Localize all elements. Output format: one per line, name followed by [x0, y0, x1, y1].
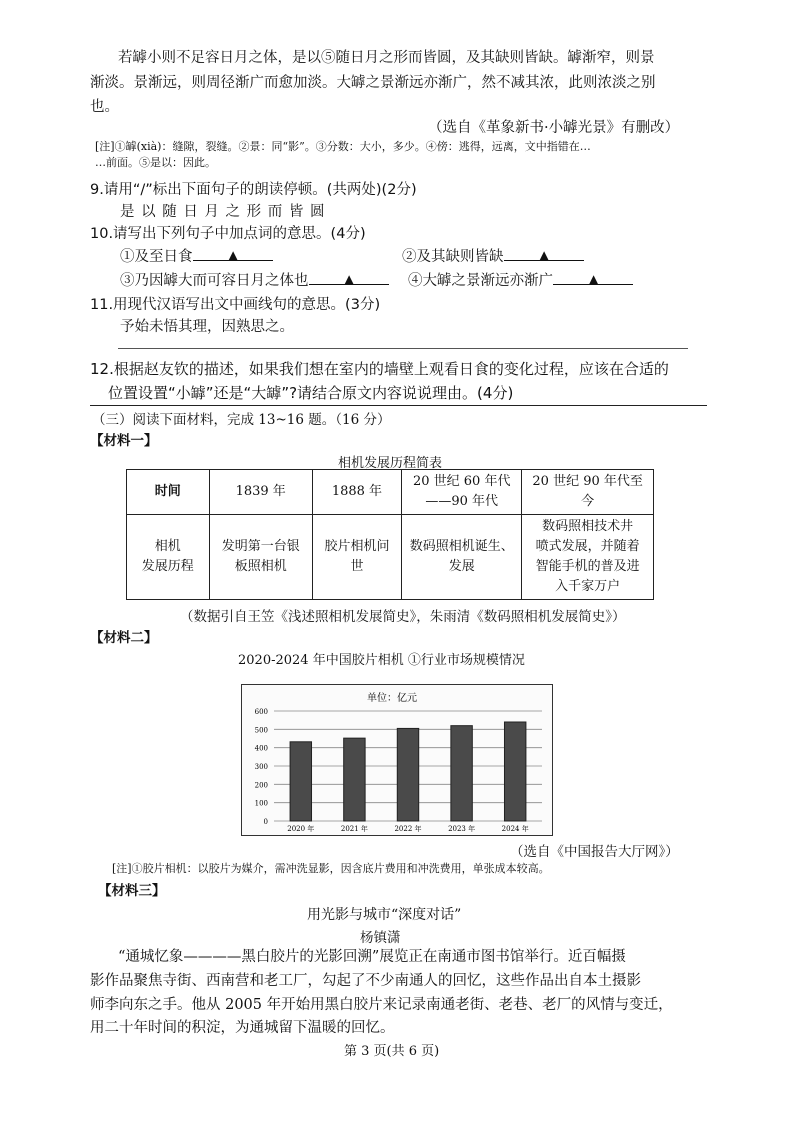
answer-line[interactable] [118, 348, 688, 349]
q10-item-2-text: ②及其缺则皆缺 [402, 249, 504, 265]
question-11-sentence: 予始未悟其理，因熟思之。 [120, 319, 294, 335]
passage-source: （选自《革象新书·小罅光景》有删改） [428, 120, 680, 136]
q10-item-1 [120, 246, 273, 268]
answer-blank-4[interactable] [553, 270, 633, 285]
cell-line: 喷式发展，并随着 [535, 539, 640, 554]
question-11: 11.用现代汉语写出文中画线句的意思。(3分) [90, 297, 381, 313]
passage-line-3: 也。 [90, 99, 119, 115]
chart-bars [290, 722, 526, 821]
page-footer: 第 3 页(共 6 页) [344, 1044, 440, 1059]
table-cell [209, 515, 312, 600]
chart-note: [注]①胶片相机：以胶片为媒介，需冲洗显影，因含底片费用和冲洗费用，单张成本较高。 [112, 862, 550, 875]
section-3-heading: （三）阅读下面材料，完成 13~16 题。（16 分） [92, 412, 391, 428]
article-line-4: 用二十年时间的积淀，为通城留下温暖的回忆。 [90, 1020, 395, 1036]
passage-note-2: …前面。⑤是以：因此。 [95, 156, 216, 169]
cell-line: 数码照相技术井 [542, 519, 634, 534]
x-tick-label: 2023 年 [448, 825, 476, 833]
article-author: 杨镇潇 [360, 930, 401, 946]
article-title: 用光影与城市“深度对话” [307, 907, 462, 923]
article-line-3: 师李向东之手。他从 2005 年开始用黑白胶片来记录南通老街、老巷、老厂的风情与变迁， [90, 997, 673, 1013]
x-tick-label: 2020 年 [287, 825, 315, 833]
answer-blank-2[interactable] [504, 246, 584, 261]
question-12-line-2: 位置设置“小罅”还是“大罅”?请结合原文内容说说理由。(4分) [108, 384, 514, 402]
y-tick-label: 0 [263, 818, 268, 826]
q10-item-3-text: ③乃因罅大而可容日月之体也 [120, 273, 309, 289]
triangle-marker-icon: ▲ [344, 272, 354, 286]
table-cell [402, 470, 522, 515]
question-9: 9.请用“/”标出下面句子的朗读停顿。(共两处)(2分) [90, 182, 417, 198]
answer-blank-3[interactable] [309, 270, 389, 285]
q10-item-2 [402, 246, 584, 268]
table-row [127, 515, 654, 600]
triangle-marker-icon: ▲ [539, 248, 549, 262]
cell-line: 智能手机的普及进 [535, 559, 640, 574]
chart-source: （选自《中国报告大厅网》） [510, 844, 679, 860]
table-cell: 时间 [127, 470, 210, 515]
cell-line: 发明第一台银 [221, 539, 300, 554]
question-9-sentence: 是 以 随 日 月 之 形 而 皆 圆 [120, 204, 326, 220]
y-tick-label: 600 [254, 708, 268, 716]
cell-line: 20 世纪 60 年代 [412, 474, 511, 489]
cell-line: 板照相机 [234, 559, 287, 574]
section-divider [90, 405, 707, 406]
triangle-marker-icon: ▲ [589, 272, 599, 286]
chart-title: 2020-2024 年中国胶片相机 ①行业市场规模情况 [238, 653, 525, 668]
cell-line: 世 [350, 559, 364, 574]
q10-item-1-text: ①及至日食 [120, 249, 193, 265]
table-header-row [127, 470, 654, 515]
cell-line: 发展历程 [141, 559, 194, 574]
q10-item-4-text: ④大罅之景渐远亦渐广 [408, 273, 553, 289]
table-cell: 1888 年 [312, 470, 401, 515]
table-source: （数据引自王笠《浅述照相机发展简史》，朱雨清《数码照相机发展简史》） [180, 609, 626, 625]
question-12-line-1: 12.根据赵友钦的描述，如果我们想在室内的墙壁上观看日食的变化过程，应该在合适的 [90, 360, 669, 378]
bar [397, 728, 418, 821]
triangle-marker-icon: ▲ [228, 248, 238, 262]
x-tick-label: 2022 年 [394, 825, 422, 833]
answer-blank-1[interactable] [193, 246, 273, 261]
table-cell [522, 470, 654, 515]
bar [451, 726, 472, 821]
cell-line: 数码照相机诞生、 [409, 539, 514, 554]
y-tick-label: 500 [254, 726, 268, 735]
y-tick-label: 300 [254, 763, 268, 771]
x-tick-label: 2021 年 [340, 825, 368, 833]
x-tick-label: 2024 年 [501, 825, 529, 833]
cell-line: 相机 [154, 539, 181, 554]
market-size-chart [241, 684, 553, 836]
material-2-label: 【材料二】 [90, 630, 158, 646]
bar [344, 738, 365, 821]
question-10: 10.请写出下列句子中加点词的意思。(4分) [90, 226, 366, 242]
material-1-label: 【材料一】 [90, 433, 158, 449]
table-title: 相机发展历程简表 [338, 456, 443, 471]
camera-history-table [126, 469, 654, 600]
table-cell: 1839 年 [209, 470, 312, 515]
q10-item-3 [120, 270, 389, 292]
q10-item-4 [408, 270, 633, 292]
article-line-1: “通城忆象————黑白胶片的光影回溯”展览正在南通市图书馆举行。近百幅摄 [118, 949, 626, 965]
bar [290, 742, 311, 821]
y-tick-label: 200 [254, 781, 268, 790]
cell-line: 入千家万户 [555, 579, 621, 594]
passage-note-1: [注]①罅(xià)：缝隙，裂缝。②景：同“影”。③分数：大小，多少。④傍：逃得，远离，文中指错在… [95, 140, 591, 153]
bar-chart-svg [242, 685, 552, 835]
table-cell [127, 515, 210, 600]
passage-line-1: 若罅小则不足容日月之体，是以⑤随日月之形而皆圆，及其缺则皆缺。罅渐窄，则景 [118, 50, 655, 66]
table-cell [312, 515, 401, 600]
y-tick-label: 400 [254, 744, 268, 753]
bar [504, 722, 525, 821]
cell-line: ——90 年代 [425, 494, 499, 509]
article-line-2: 影作品聚焦寺街、西南营和老工厂，勾起了不少南通人的回忆，这些作品出自本土摄影 [90, 973, 641, 989]
cell-line: 今 [581, 494, 595, 509]
chart-unit-label: 单位：亿元 [367, 693, 417, 704]
table-cell [522, 515, 654, 600]
cell-line: 胶片相机问 [324, 539, 390, 554]
y-tick-label: 100 [254, 799, 268, 808]
table-cell [402, 515, 522, 600]
cell-line: 20 世纪 90 年代至 [532, 474, 643, 489]
material-3-label: 【材料三】 [98, 883, 166, 899]
passage-line-2: 渐淡。景渐远，则周径渐广而愈加淡。大罅之景渐远亦渐广，然不减其浓，此则浓淡之别 [90, 75, 656, 91]
cell-line: 发展 [448, 559, 475, 574]
